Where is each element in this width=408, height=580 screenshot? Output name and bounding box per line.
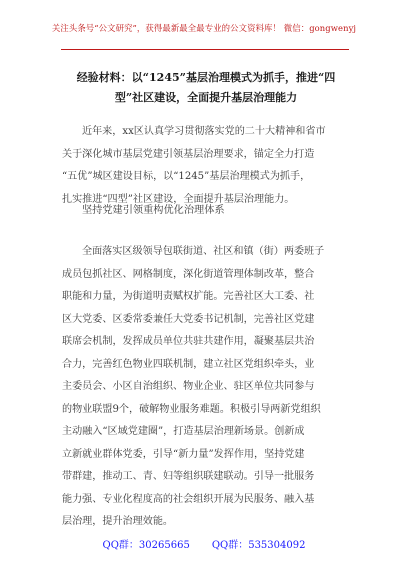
header-divider xyxy=(61,49,349,50)
header-banner: 关注头条号“公文研究”，获得最新最全最专业的公文资料库！ 微信：gongwenyj xyxy=(51,23,357,33)
intro-line: 关于深化城市基层党建引领基层治理要求，锚定全力打造 xyxy=(62,148,315,160)
section-heading: 坚持党建引领重构优化治理体系 xyxy=(82,205,225,216)
qq-group-right: QQ群：535304092 xyxy=(211,540,306,551)
body-line: 职能和力量，为街道明责赋权扩能。完善社区大工委、社 xyxy=(62,291,315,302)
body-line: 的物业联盟9个，破解物业服务难题。积极引导两新党组织 xyxy=(62,403,321,415)
body-line: 立新就业群体党委，引导“新力量”发挥作用，坚持党建 xyxy=(62,448,305,460)
qq-group-left: QQ群：30265665 xyxy=(102,540,190,551)
body-line: 联席会机制，发挥成员单位共驻共建作用，凝聚基层共治 xyxy=(62,336,315,347)
body-line: 带群建，推动工、青、妇等组织联建联动。引导一批服务 xyxy=(62,471,315,482)
body-paragraph xyxy=(62,241,348,534)
title-line-2: 型”社区建设，全面提升基层治理能力 xyxy=(114,91,298,104)
intro-paragraph xyxy=(62,121,348,211)
body-line: 能力强、专业化程度高的社会组织开展为民服务、融入基 xyxy=(62,493,315,505)
body-line: 层治理，提升治理效能。 xyxy=(62,516,174,527)
intro-line: “五优”城区建设目标，以“1245”基层治理模式为抓手， xyxy=(62,171,311,182)
intro-line: 近年来，xx区认真学习贯彻落实党的二十大精神和省市 xyxy=(82,126,326,137)
title-line-1: 经验材料：以“1245”基层治理模式为抓手，推进“四 xyxy=(76,71,336,84)
body-line: 区大党委、区委常委兼任大党委书记机制，完善社区党建 xyxy=(62,313,315,325)
body-line: 主委员会、小区自治组织、物业企业、驻区单位共同参与 xyxy=(62,381,315,392)
document-title xyxy=(62,68,350,108)
footer-qq-groups xyxy=(0,536,408,551)
body-line: 合力，完善红色物业四联机制，建立社区党组织牵头，业 xyxy=(62,358,315,370)
intro-line: 扎实推进“四型”社区建设，全面提升基层治理能力。 xyxy=(62,193,295,205)
body-line: 全面落实区级领导包联街道、社区和镇（街）两委班子 xyxy=(82,246,325,257)
body-line: 成员包抓社区、网格制度，深化街道管理体制改革，整合 xyxy=(62,268,315,280)
body-line: 主动融入“区域党建圈”，打造基层治理新场景。创新成 xyxy=(62,426,305,437)
